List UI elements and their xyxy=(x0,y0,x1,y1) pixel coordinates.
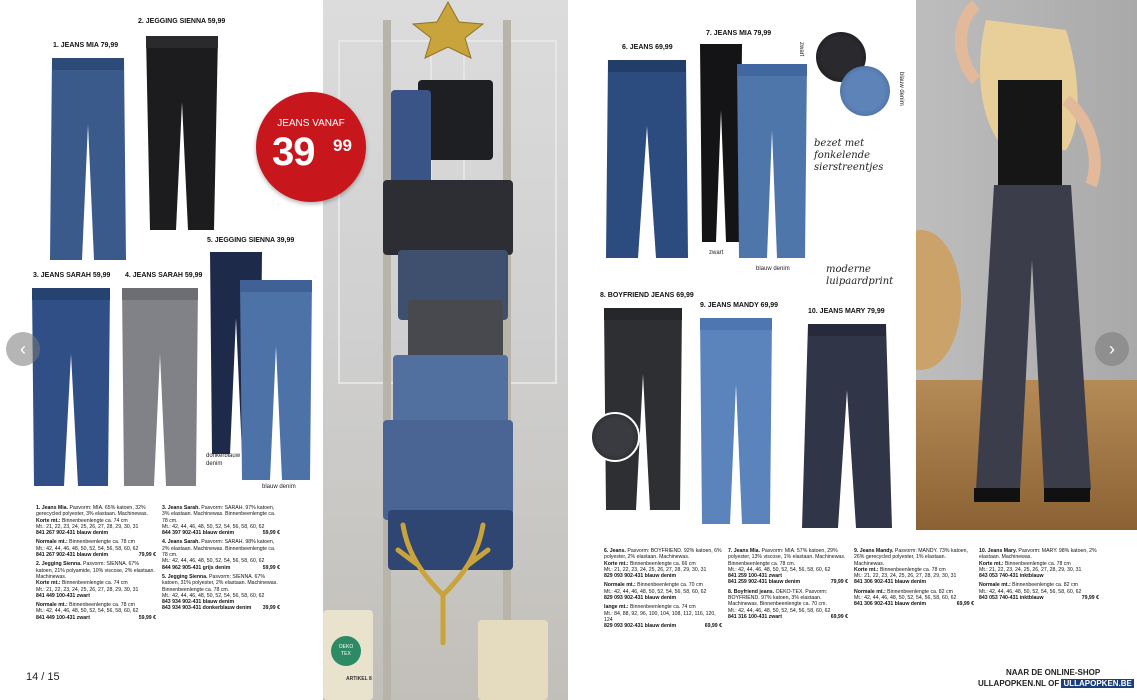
desc-body: Pasvorm: MANDY. 73% katoen, 26% gerecycled polyester, 1% elastaan. Machinewas. xyxy=(854,548,968,567)
desc-text: Binnenbeenlengte ca. 78 cm xyxy=(69,602,135,609)
oeko-tex-logo xyxy=(331,636,361,666)
swatch-caption-blauw: blauw denim xyxy=(898,72,904,106)
desc-art: 829 093 902-431 blauw denim xyxy=(604,595,677,602)
tex-label: TEX xyxy=(341,651,351,657)
product-title-10: 10. JEANS MARY 79,99 xyxy=(808,308,885,315)
desc-art: 841 306 902-431 blauw denim xyxy=(854,601,927,608)
jeans-mia-image xyxy=(48,54,128,264)
folded-jeans xyxy=(383,420,513,520)
desc-col-5 xyxy=(854,548,974,611)
desc-art: 841 449 100-431 zwart xyxy=(36,614,90,621)
desc-sizes: Mt.: 21, 22, 23, 24, 25, 26, 27, 28, 29, 30, 31 xyxy=(979,566,1082,573)
ladder-photo xyxy=(323,0,568,700)
caption-zwart: zwart xyxy=(709,250,724,256)
desc-sizes: Mt.: 42, 44, 46, 48, 50, 52, 54, 56, 58, 60, 62 xyxy=(36,608,139,615)
desc-head: 5. Jegging Sienna. xyxy=(162,573,208,580)
desc-label: Korte mt.: xyxy=(604,560,629,567)
next-page-button[interactable]: › xyxy=(1095,332,1129,366)
oeko-label: OEKO xyxy=(338,644,354,650)
desc-body: Pasvorm: SARAH. 98% katoen, 2% elastaan. Machinewas. Binnenbeenlengte ca. 78 cm. xyxy=(162,539,276,559)
desc-label: Normale mt.: xyxy=(854,588,886,595)
desc-label: lange mt.: xyxy=(604,604,629,611)
desc-art: 844 397 902-431 blauw denim xyxy=(162,530,235,537)
desc-label: Korte mt.: xyxy=(36,580,61,587)
right-page xyxy=(568,0,1137,700)
desc-head: 8. Boyfriend jeans. xyxy=(728,588,775,595)
desc-sizes: Mt.: 42, 44, 46, 48, 50, 52, 54, 56, 58, 60, 62 xyxy=(36,545,139,552)
jeans-sarah-grey-image xyxy=(118,284,202,490)
prev-page-button[interactable]: ‹ xyxy=(6,332,40,366)
desc-sizes: Mt.: 42, 44, 46, 48, 50, 52, 54, 56, 58, 60, 62 xyxy=(162,523,265,530)
page-number: 14 / 15 xyxy=(26,671,60,683)
desc-body: Pasvorm: SIENNA. 67% katoen, 31% polyester, 2% elastaan. Machinewas. Binnenbeenlengte ca. 78 cm. xyxy=(162,573,278,593)
desc-art: 843 053 740-431 inktblauw xyxy=(979,573,1044,580)
desc-head: 6. Jeans. xyxy=(604,548,626,554)
artikel-label: ARTIKEL 8 xyxy=(346,676,372,682)
desc-art: 829 093 902-431 blauw denim xyxy=(604,573,677,580)
desc-label: Normale mt.: xyxy=(979,582,1011,589)
product-title-2: 2. JEGGING SIENNA 59,99 xyxy=(138,18,226,25)
desc-body: Pasvorm: SIENNA. 67% katoen, 21% polyamide, 10% viscose, 2% elastaan. Machinewas. xyxy=(36,561,155,580)
desc-art: 841 259 100-431 zwart xyxy=(728,573,782,580)
desc-art: 829 093 902-431 blauw denim xyxy=(604,623,677,630)
desc-price: 39,99 € xyxy=(262,605,280,612)
desc-art: 841 316 100-431 zwart xyxy=(728,613,782,620)
desc-body: Pasvorm: BOYFRIEND. 92% katoen, 6% polyester, 2% elastaan. Machinewas. xyxy=(604,548,722,561)
desc-price: 59,99 € xyxy=(262,530,280,537)
desc-art: 843 934 903-431 donkerblauw denim xyxy=(162,605,252,612)
desc-art: 843 934 902-431 blauw denim xyxy=(162,599,235,606)
desc-price: 69,99 € xyxy=(830,613,848,620)
desc-head: 3. Jeans Sarah. xyxy=(162,505,200,511)
desc-text: Binnenbeenlengte ca. 82 cm xyxy=(887,588,953,595)
jegging-sienna-blue-image xyxy=(236,276,316,484)
desc-sizes: Mt.: 42, 44, 46, 48, 50, 52, 54, 56, 58, 60, 62 xyxy=(979,588,1082,595)
desc-art: 841 259 902-431 blauw denim xyxy=(728,579,801,586)
desc-text: Binnenbeenlengte ca. 74 cm xyxy=(61,517,128,524)
product-title-8: 8. BOYFRIEND JEANS 69,99 xyxy=(600,292,694,299)
desc-art: 841 449 100-431 zwart xyxy=(36,592,90,599)
boyfriend-jeans-black-image xyxy=(600,304,686,514)
desc-col-6 xyxy=(979,548,1099,604)
desc-sizes: Mt.: 84, 88, 92, 96, 100, 104, 108, 112, 116, 120, 124 xyxy=(604,610,716,623)
desc-text: Binnenbeenlengte ca. 78 cm xyxy=(1004,560,1071,567)
desc-body: Pasvorm: MARY. 98% katoen, 2% elastaan. Machinewas. xyxy=(979,548,1097,561)
product-title-4: 4. JEANS SARAH 59,99 xyxy=(125,272,203,279)
folded-jeans xyxy=(391,90,431,190)
shop-link-of: OF xyxy=(1048,679,1060,688)
shop-link-nl[interactable]: ULLAPOPKEN.NL xyxy=(978,679,1046,688)
desc-price: 79,99 € xyxy=(1081,595,1099,602)
star-icon xyxy=(403,0,493,60)
desc-price: 69,99 € xyxy=(956,601,974,608)
desc-art: 841 306 902-431 blauw denim xyxy=(854,579,927,586)
desc-col-4 xyxy=(728,548,848,623)
desc-price: 59,99 € xyxy=(262,564,280,571)
desc-label: Korte mt.: xyxy=(36,517,61,524)
online-shop-label: NAAR DE ONLINE-SHOP xyxy=(1006,668,1101,677)
desc-text: Binnenbeenlengte ca. 82 cm xyxy=(1012,582,1078,589)
badge-cents: 99 xyxy=(333,136,352,155)
desc-sizes: Mt.: 42, 44, 46, 48, 50, 52, 54, 56, 58, 60, 62 xyxy=(854,595,957,602)
desc-body: Pasvorm: SARAH. 97% katoen, 3% elastaan. Machinewas. Binnenbeenlengte ca. 78 cm. xyxy=(162,505,276,524)
product-title-5: 5. JEGGING SIENNA 39,99 xyxy=(207,237,295,244)
folded-jeans xyxy=(408,300,503,360)
desc-head: 9. Jeans Mandy. xyxy=(854,548,894,554)
desc-sizes: Mt.: 42, 44, 46, 48, 50, 52, 54, 56, 58, 60, 62 xyxy=(728,607,831,614)
desc-text: Binnenbeenlengte ca. 70 cm xyxy=(637,582,703,589)
desc-label: Normale mt.: xyxy=(36,602,68,609)
desc-col-3 xyxy=(604,548,722,633)
desc-label: Normale mt.: xyxy=(604,582,636,589)
desc-art: 844 962 905-431 grijs denim xyxy=(162,564,231,571)
desc-sizes: Mt.: 21, 22, 23, 24, 25, 26, 27, 28, 29, 30, 31 xyxy=(36,523,139,530)
desc-text: Binnenbeenlengte ca. 66 cm xyxy=(629,560,696,567)
desc-sizes: Mt.: 21, 22, 23, 24, 25, 26, 27, 28, 29, 30, 31 xyxy=(36,586,139,593)
product-title-3: 3. JEANS SARAH 59,99 xyxy=(33,272,111,279)
desc-sizes: Mt.: 42, 44, 46, 48, 50, 52, 54, 56, 58, 60, 62 xyxy=(162,558,265,565)
desc-price: 79,99 € xyxy=(830,579,848,586)
desc-head: 7. Jeans Mia. xyxy=(728,548,761,554)
folded-jeans xyxy=(383,180,513,255)
jeans-sarah-blue-image xyxy=(28,284,114,490)
caption-blauw-denim: blauw denim xyxy=(262,484,296,490)
caption-blauw-denim: blauw denim xyxy=(756,266,790,272)
online-shop-links xyxy=(978,679,1134,688)
left-page xyxy=(0,0,568,700)
desc-sizes: Mt.: 42, 44, 46, 48, 50, 52, 54, 56, 58, 60, 62 xyxy=(162,592,265,599)
caption-donkerblauw: donkerblauw denim xyxy=(206,453,241,467)
desc-art: 841 267 902-431 blauw denim xyxy=(36,530,109,537)
price-badge xyxy=(256,92,366,202)
swatch-caption-zwart: zwart xyxy=(798,42,804,57)
badge-label: JEANS VANAF xyxy=(277,118,345,129)
desc-head: 10. Jeans Mary. xyxy=(979,548,1017,554)
desc-col-2 xyxy=(162,505,280,615)
jeans-mary-leopard-image xyxy=(802,320,892,532)
product-title-6: 6. JEANS 69,99 xyxy=(622,44,673,51)
desc-text: Binnenbeenlengte ca. 78 cm xyxy=(879,566,946,573)
jeans-mia-blue-image xyxy=(733,60,811,262)
product-title-1: 1. JEANS MIA 79,99 xyxy=(53,42,119,49)
leopard-note: moderne luipaardprint xyxy=(826,264,894,287)
desc-label: Normale mt.: xyxy=(36,539,68,546)
jeans-boyfriend-blue-image xyxy=(604,56,690,262)
desc-col-1 xyxy=(36,505,156,624)
desc-head: 1. Jeans Mia. xyxy=(36,505,69,511)
desc-label: Korte mt.: xyxy=(854,566,879,573)
desc-art: 841 267 902-431 blauw denim xyxy=(36,552,109,559)
desc-art: 843 053 740-431 inktblauw xyxy=(979,595,1044,602)
gift-box xyxy=(478,620,548,700)
desc-price: 69,99 € xyxy=(704,623,722,630)
sparkle-note: bezet met fonkelende sierstreentjes xyxy=(814,138,884,173)
desc-body: OEKO-TEX. Pasvorm: BOYFRIEND. 97% katoen, 3% elastaan. Machinewas. Binnenbeenlengte ca. 70 cm. xyxy=(728,588,828,608)
desc-sizes: Mt.: 42, 44, 46, 48, 50, 52, 54, 56, 58, 60, 62 xyxy=(604,588,707,595)
desc-head: 2. Jegging Sienna. xyxy=(36,561,82,568)
shop-link-be[interactable]: ULLAPOPKEN.BE xyxy=(1063,679,1132,688)
desc-price: 59,99 € xyxy=(138,614,156,621)
desc-label: Korte mt.: xyxy=(979,560,1004,567)
model-photo xyxy=(916,0,1137,530)
model-figure xyxy=(916,0,1137,530)
desc-body: Pasvorm: MIA. 65% katoen, 32% gerecycled polyester, 3% elastaan. Machinewas. xyxy=(36,505,148,518)
desc-sizes: Mt.: 21, 22, 23, 24, 25, 26, 27, 28, 29, 30, 31 xyxy=(854,573,957,580)
desc-sizes: Mt.: 21, 22, 23, 24, 25, 26, 27, 28, 29, 30, 31 xyxy=(604,566,707,573)
blue-sparkle-swatch xyxy=(840,66,890,116)
product-title-7: 7. JEANS MIA 79,99 xyxy=(706,30,772,37)
desc-body: Pasvorm: MIA. 57% katoen, 29% polyester, 13% viscose, 1% elastaan. Machinewas. Binnenbeenlengte ca. 78 cm. xyxy=(728,548,846,567)
desc-sizes: Mt.: 42, 44, 46, 48, 50, 52, 54, 56, 58, 60, 62 xyxy=(728,566,831,573)
desc-text: Binnenbeenlengte ca. 78 cm xyxy=(69,539,135,546)
black-sparkle-detail xyxy=(590,412,640,462)
desc-head: 4. Jeans Sarah. xyxy=(162,539,200,546)
desc-price: 79,99 € xyxy=(138,552,156,559)
product-title-9: 9. JEANS MANDY 69,99 xyxy=(700,302,779,309)
desc-text: Binnenbeenlengte ca. 74 cm xyxy=(61,580,128,587)
jegging-sienna-black-image xyxy=(142,32,222,234)
desc-text: Binnenbeenlengte ca. 74 cm xyxy=(629,604,696,611)
jeans-mandy-image xyxy=(696,314,776,528)
badge-price: 39 xyxy=(272,130,315,174)
